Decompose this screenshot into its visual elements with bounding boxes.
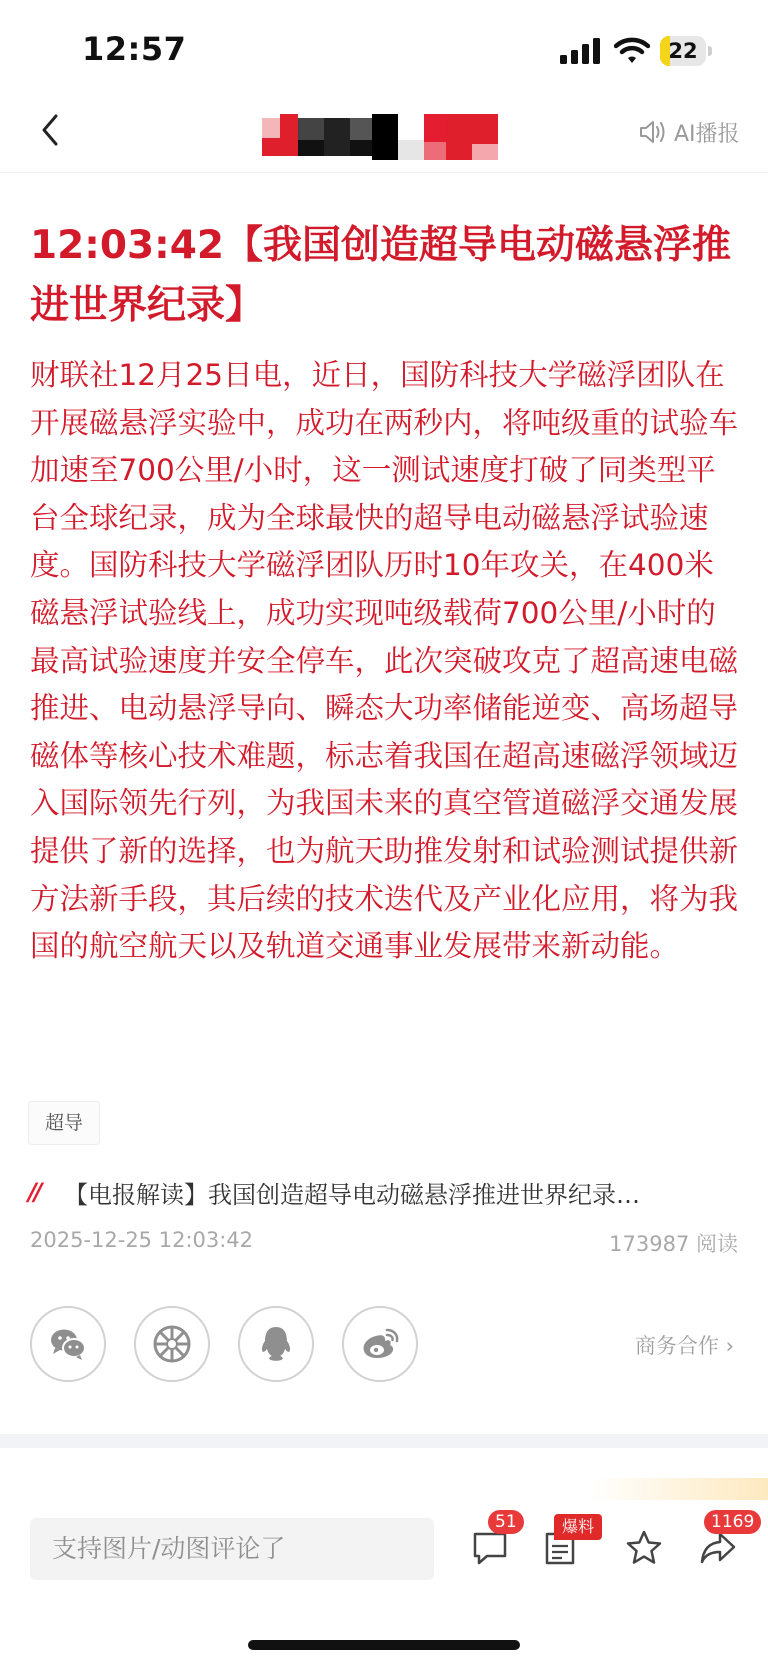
pixelated-logo bbox=[262, 114, 516, 158]
moments-icon bbox=[149, 1321, 195, 1367]
share-count-badge: 1169 bbox=[704, 1510, 761, 1534]
article-headline: 12:03:42【我国创造超导电动磁悬浮推进世界纪录】 bbox=[30, 223, 732, 328]
related-article-title: 【电报解读】我国创造超导电动磁悬浮推进世界纪录… bbox=[64, 1180, 640, 1209]
battery-indicator bbox=[660, 36, 712, 66]
wifi-icon bbox=[614, 36, 650, 64]
business-cooperation-link[interactable]: 商务合作 › bbox=[634, 1334, 734, 1358]
home-indicator bbox=[248, 1640, 520, 1650]
status-bar bbox=[0, 0, 768, 92]
ai-broadcast-label: AI播报 bbox=[674, 121, 740, 147]
topic-tag[interactable]: 超导 bbox=[28, 1101, 100, 1145]
qq-icon bbox=[253, 1321, 299, 1367]
related-article-link[interactable] bbox=[28, 1172, 740, 1212]
share-qq-button[interactable] bbox=[238, 1306, 314, 1382]
bottom-action-bar bbox=[0, 1500, 768, 1664]
weibo-icon bbox=[357, 1321, 403, 1367]
speaker-icon bbox=[638, 118, 668, 146]
double-slash-icon: // bbox=[28, 1178, 40, 1206]
wechat-icon bbox=[45, 1321, 91, 1367]
chevron-left-icon[interactable] bbox=[34, 110, 68, 150]
comment-input[interactable]: 支持图片/动图评论了 bbox=[30, 1518, 434, 1580]
comment-count-badge: 51 bbox=[488, 1510, 524, 1534]
publish-date: 2025-12-25 12:03:42 bbox=[30, 1228, 254, 1252]
share-weibo-button[interactable] bbox=[342, 1306, 418, 1382]
article-body: 财联社12月25日电，近日，国防科技大学磁浮团队在开展磁悬浮实验中，成功在两秒内，将吨级重的试验车加速至700公里/小时，这一测试速度打破了同类型平台全球纪录，成为全球最快的超导电动磁悬浮试验速度。国防科技大学磁浮团队历时10年攻关，在400米磁悬浮试验线上，成功实现吨级载荷700公里/小时的最高试验速度并安全停车，此次突破攻克了超高速电磁推进、电动悬浮导向、瞬态大功率储能逆变、高场超导磁体等核心技术难题，标志着我国在超高速磁浮领域迈入国际领先行列，为我国未来的真空管道磁浮交通发展提供了新的选择，也为航天助推发射和试验测试提供新方法新手段，其后续的技术迭代及产业化应用，将为我国的航空航天以及轨道交通事业发展带来新动能。 bbox=[30, 358, 739, 964]
nav-bar bbox=[0, 92, 768, 173]
share-row bbox=[30, 1306, 738, 1386]
comment-icon[interactable] bbox=[470, 1528, 510, 1568]
share-icon[interactable] bbox=[698, 1528, 738, 1568]
favorite-star-icon[interactable] bbox=[624, 1528, 664, 1568]
section-divider bbox=[0, 1434, 768, 1448]
share-moments-button[interactable] bbox=[134, 1306, 210, 1382]
decorative-glow bbox=[590, 1478, 768, 1502]
share-wechat-button[interactable] bbox=[30, 1306, 106, 1382]
cellular-signal-icon bbox=[560, 38, 602, 64]
read-count: 173987 阅读 bbox=[609, 1232, 738, 1256]
status-time: 12:57 bbox=[82, 30, 187, 68]
report-badge: 爆料 bbox=[554, 1514, 602, 1540]
ai-broadcast-button[interactable] bbox=[638, 112, 740, 152]
battery-level: 22 bbox=[668, 39, 698, 63]
